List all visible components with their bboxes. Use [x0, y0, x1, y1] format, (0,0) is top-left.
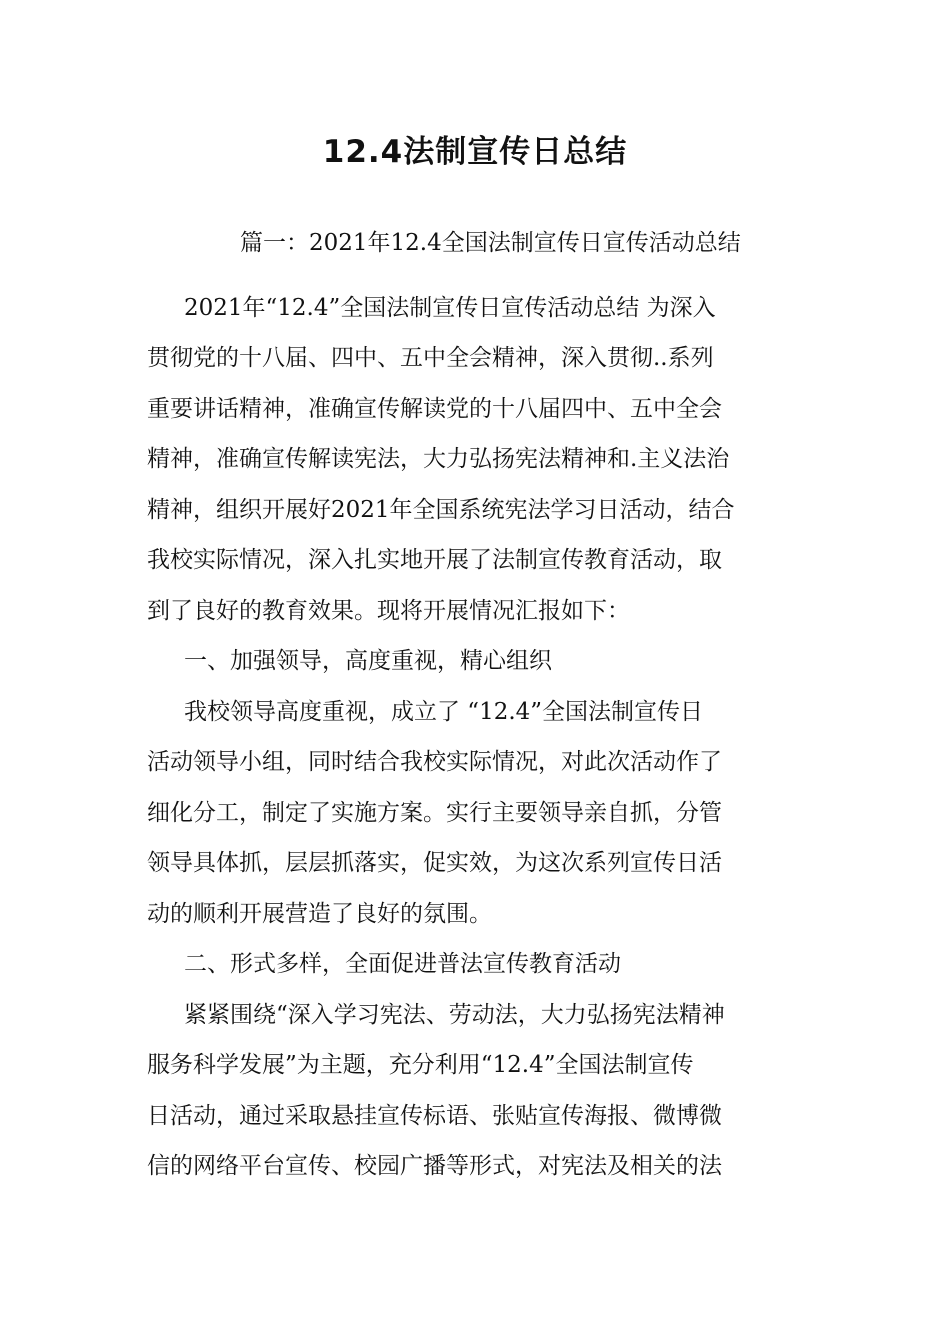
- subheading-line: 一、加强领导，高度重视，精心组织: [184, 648, 552, 674]
- body-line: 动的顺利开展营造了良好的氛围。: [147, 901, 492, 927]
- body-line: 紧紧围绕“深入学习宪法、劳动法，大力弘扬宪法精神: [184, 1002, 725, 1028]
- body-line: 2021年“12.4”全国法制宣传日宣传活动总结 为深入: [184, 295, 716, 321]
- body-line: 活动领导小组，同时结合我校实际情况，对此次活动作了: [147, 749, 722, 775]
- section-heading-line: 篇一：2021年12.4全国法制宣传日宣传活动总结: [240, 230, 741, 256]
- body-line: 信的网络平台宣传、校园广播等形式，对宪法及相关的法: [147, 1153, 722, 1179]
- body-line: 细化分工，制定了实施方案。实行主要领导亲自抓，分管: [147, 800, 722, 826]
- body-line: 精神，准确宣传解读宪法，大力弘扬宪法精神和.主义法治: [147, 446, 730, 472]
- body-line: 服务科学发展”为主题，充分利用“12.4”全国法制宣传: [147, 1052, 694, 1078]
- body-line: 日活动，通过采取悬挂宣传标语、张贴宣传海报、微博微: [147, 1103, 722, 1129]
- body-line: 贯彻党的十八届、四中、五中全会精神，深入贯彻..系列: [147, 345, 714, 371]
- body-line: 到了良好的教育效果。现将开展情况汇报如下：: [147, 598, 630, 624]
- body-line: 我校领导高度重视，成立了 “12.4”全国法制宣传日: [184, 699, 704, 725]
- body-line: 重要讲话精神，准确宣传解读党的十八届四中、五中全会: [147, 396, 722, 422]
- body-line: 领导具体抓，层层抓落实，促实效，为这次系列宣传日活: [147, 850, 722, 876]
- subheading-line: 二、形式多样，全面促进普法宣传教育活动: [184, 951, 621, 977]
- body-line: 我校实际情况，深入扎实地开展了法制宣传教育活动，取: [147, 547, 722, 573]
- document-title: 12.4法制宣传日总结: [322, 134, 628, 170]
- body-line: 精神，组织开展好2021年全国系统宪法学习日活动，结合: [147, 497, 735, 523]
